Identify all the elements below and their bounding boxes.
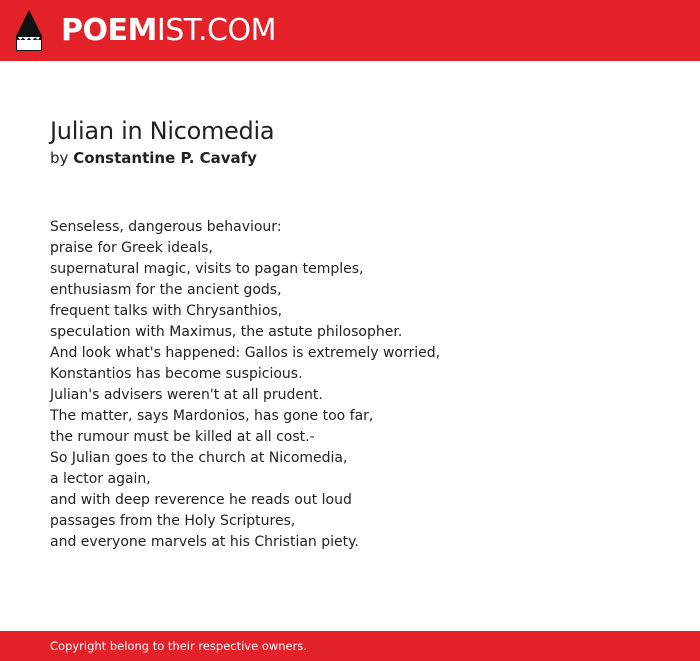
by-label: by xyxy=(50,149,69,167)
poem-line: And look what's happened: Gallos is extremely worried, xyxy=(50,345,441,361)
pencil-icon xyxy=(14,9,44,53)
poem-line: enthusiasm for the ancient gods, xyxy=(50,282,282,298)
poem-line: The matter, says Mardonios, has gone too far, xyxy=(50,408,374,424)
poem-line: and with deep reverence he reads out loud xyxy=(50,492,352,508)
poem-line: Senseless, dangerous behaviour: xyxy=(50,219,282,235)
copyright-text: Copyright belong to their respective owners. xyxy=(50,639,308,653)
poem-text xyxy=(50,217,670,553)
logo-text-light: IST.COM xyxy=(156,13,276,48)
poem-line: So Julian goes to the church at Nicomedia, xyxy=(50,450,348,466)
site-logo-link[interactable] xyxy=(14,8,276,54)
poem-line: the rumour must be killed at all cost.- xyxy=(50,429,315,445)
poem-line: supernatural magic, visits to pagan temples, xyxy=(50,261,364,277)
poem-line: frequent talks with Chrysanthios, xyxy=(50,303,283,319)
poem-line: Konstantios has become suspicious. xyxy=(50,366,303,382)
site-footer xyxy=(0,631,700,661)
poem-line: Julian's advisers weren't at all prudent. xyxy=(50,387,323,403)
author-name: Constantine P. Cavafy xyxy=(73,149,257,167)
byline xyxy=(50,147,670,169)
poem-line: and everyone marvels at his Christian piety. xyxy=(50,534,359,550)
poem-line: a lector again, xyxy=(50,471,151,487)
poem-content xyxy=(50,116,670,553)
poem-line: passages from the Holy Scriptures, xyxy=(50,513,296,529)
poem-line: speculation with Maximus, the astute philosopher. xyxy=(50,324,403,340)
poem-title: Julian in Nicomedia xyxy=(50,117,275,145)
poem-line: praise for Greek ideals, xyxy=(50,240,213,256)
logo-text-bold: POEM xyxy=(61,13,157,48)
site-header xyxy=(0,0,700,61)
logo-text xyxy=(61,13,276,48)
